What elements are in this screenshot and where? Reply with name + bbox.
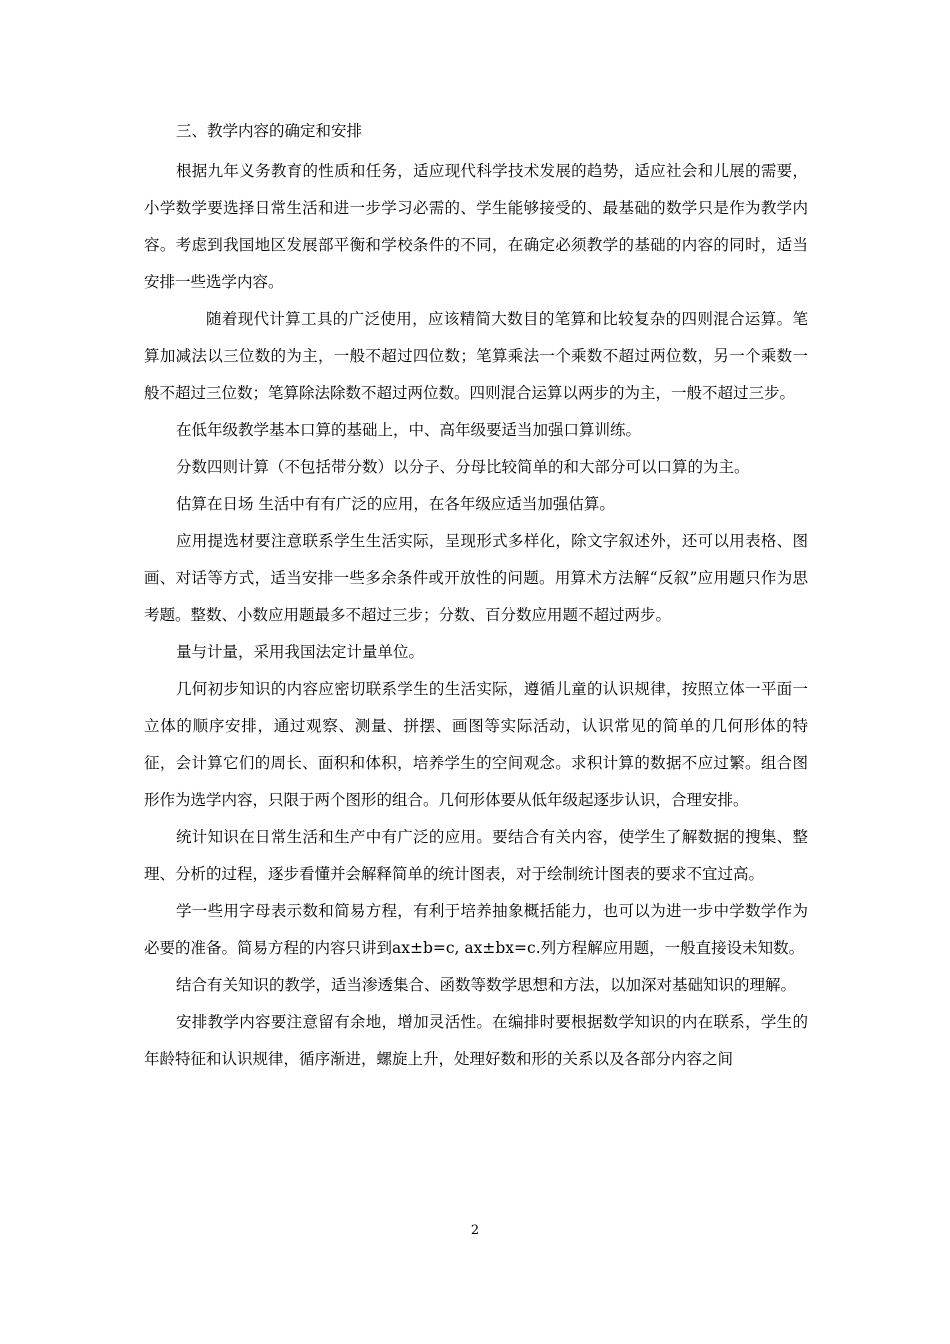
paragraph-equations: 学一些用字母表示数和简易方程，有利于培养抽象概括能力，也可以为进一步中学数学作为必要的准备。简易方程的内容只讲到ax±b=c, ax±bx=c.列方程解应用题，一般直接设未知数。: [144, 902, 808, 957]
section-title: 三、教学内容的确定和安排: [176, 122, 363, 140]
paragraph-estimation: 估算在日场 生活中有有广泛的应用，在各年级应适当加强估算。: [176, 495, 615, 513]
paragraph-measurement: 量与计量，采用我国法定计量单位。: [176, 643, 425, 661]
paragraph-mental-arithmetic: 在低年级教学基本口算的基础上，中、高年级要适当加强口算训练。: [176, 421, 642, 439]
paragraph-purpose: 根据九年义务教育的性质和任务，适应现代科学技术发展的趋势，适应社会和儿展的需要，小学数学要选择日常生活和进一步学习必需的、学生能够接受的、最基础的数学只是作为教学内容。考虑到我国地区发展部平衡和学校条件的不同，在确定必须教学的基础的内容的同时，适当安排一些选学内容。: [144, 162, 808, 291]
paragraph-math-thinking: 结合有关知识的教学，适当渗透集合、函数等数学思想和方法，以加深对基础知识的理解。: [176, 976, 797, 994]
paragraph-word-problems: 应用提选材要注意联系学生生活实际，呈现形式多样化，除文字叙述外，还可以用表格、图画、对话等方式，适当安排一些多余条件或开放性的问题。用算术方法解“反叙”应用题只作为思考题。整数、小数应用题最多不超过三步；分数、百分数应用题不超过两步。: [144, 532, 808, 624]
document-body: [144, 118, 808, 1078]
paragraph-calculation: 随着现代计算工具的广泛使用，应该精简大数目的笔算和比较复杂的四则混合运算。笔算加减法以三位数的为主，一般不超过四位数；笔算乘法一个乘数不超过两位数，另一个乘数一般不超过三位数；笔算除法除数不超过两位数。四则混合运算以两步的为主，一般不超过三步。: [144, 310, 808, 402]
paragraph-arrangement: 安排教学内容要注意留有余地，增加灵活性。在编排时要根据数学知识的内在联系，学生的年龄特征和认识规律，循序渐进，螺旋上升，处理好数和形的关系以及各部分内容之间: [144, 1013, 808, 1068]
paragraph-geometry: 几何初步知识的内容应密切联系学生的生活实际，遵循儿童的认识规律，按照立体一平面一立体的顺序安排，通过观察、测量、拼摆、画图等实际活动，认识常见的简单的几何形体的特征，会计算它们的周长、面积和体积，培养学生的空间观念。求积计算的数据不应过繁。组合图形作为选学内容，只限于两个图形的组合。几何形体要从低年级起逐步认识，合理安排。: [144, 680, 808, 809]
paragraph-statistics: 统计知识在日常生活和生产中有广泛的应用。要结合有关内容，使学生了解数据的搜集、整理、分析的过程，逐步看懂并会解释简单的统计图表，对于绘制统计图表的要求不宜过高。: [144, 828, 808, 883]
paragraph-fractions: 分数四则计算（不包括带分数）以分子、分母比较简单的和大部分可以口算的为主。: [176, 458, 750, 476]
page-number: 2: [470, 1223, 480, 1238]
